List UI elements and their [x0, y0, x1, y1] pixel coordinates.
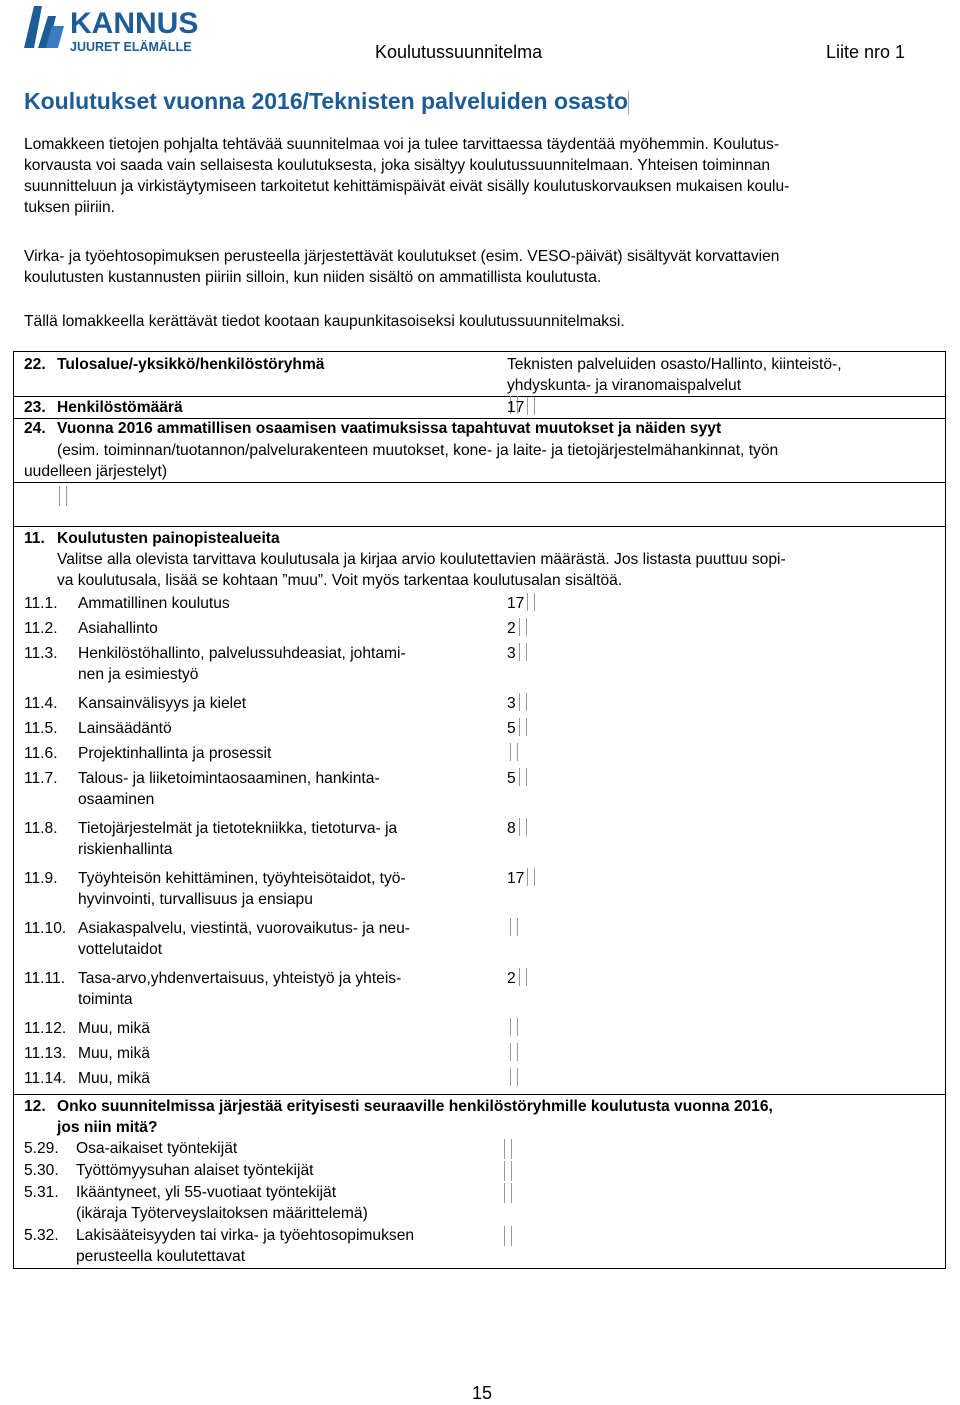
training-area-number: 11.4. — [24, 695, 58, 712]
training-area-count-field[interactable] — [502, 1068, 518, 1089]
training-area-label-cont: osaaminen — [78, 791, 155, 808]
q23-label: Henkilöstömäärä — [57, 399, 183, 416]
q11-description-line-1: Valitse alla olevista tarvittava koulutusala ja kirjaa arvio koulutettavien määrästä. Jos listasta puuttuu sopi- — [57, 551, 786, 568]
q24-number: 24. — [24, 420, 46, 437]
training-area-number: 11.8. — [24, 820, 58, 837]
q23-number: 23. — [24, 399, 46, 416]
target-group-label: Työttömyysuhan alaiset työntekijät — [76, 1162, 314, 1179]
q23-value-field[interactable]: 17 — [502, 397, 535, 418]
q22-label: Tulosalue/-yksikkö/henkilöstöryhmä — [57, 356, 325, 373]
training-area-label: Henkilöstöhallinto, palvelussuhdeasiat, johtami- — [78, 645, 406, 662]
training-area-label: Tietojärjestelmät ja tietotekniikka, tietoturva- ja — [78, 820, 398, 837]
training-area-label: Lainsäädäntö — [78, 720, 172, 737]
q11-number: 11. — [24, 530, 45, 547]
target-group-label: Ikääntyneet, yli 55-vuotiaat työntekijät — [76, 1184, 337, 1201]
target-group-label-cont: perusteella koulutettavat — [76, 1248, 246, 1265]
target-group-number: 5.30. — [24, 1162, 59, 1179]
training-area-number: 11.1. — [24, 595, 58, 612]
training-area-label: Työyhteisön kehittäminen, työyhteisötaidot, työ- — [78, 870, 406, 887]
training-area-count-field[interactable] — [502, 1043, 518, 1064]
training-area-number: 11.10. — [24, 920, 67, 937]
training-area-count-field[interactable]: 2 — [502, 618, 527, 639]
training-area-number: 11.6. — [24, 745, 58, 762]
training-area-number: 11.11. — [24, 970, 66, 987]
q24-description-line-2: uudelleen järjestelyt) — [24, 463, 168, 480]
logo-wordmark: KANNUS — [70, 7, 199, 40]
divider — [13, 1094, 945, 1095]
training-area-count-field[interactable]: 3 — [502, 693, 527, 714]
target-group-answer-field[interactable] — [504, 1161, 512, 1181]
intro-paragraph-2: Virka- ja työehtosopimuksen perusteella järjestettävät koulutukset (esim. VESO-päivät) sisältyvät korvattavien koulutusten kustannusten piiriin silloin, kun niiden sisältö on ammatillista koulutusta. — [24, 248, 780, 286]
target-group-number: 5.29. — [24, 1140, 59, 1157]
training-area-label-cont: toiminta — [78, 991, 133, 1008]
training-area-number: 11.13. — [24, 1045, 67, 1062]
q24-label: Vuonna 2016 ammatillisen osaamisen vaatimuksissa tapahtuvat muutokset ja näiden syyt — [57, 420, 722, 437]
target-group-label-cont: (ikäraja Työterveyslaitoksen määrittelemä) — [76, 1205, 368, 1222]
training-area-count-field[interactable] — [502, 918, 518, 939]
q22-value-field[interactable]: Teknisten palveluiden osasto/Hallinto, kiinteistö-, yhdyskunta- ja viranomaispalvelut — [502, 354, 927, 417]
training-area-label: Asiahallinto — [78, 620, 158, 637]
logo-tagline: JUURET ELÄMÄLLE — [70, 40, 192, 54]
training-area-label: Muu, mikä — [78, 1070, 150, 1087]
target-group-label: Lakisääteisyyden tai virka- ja työehtosopimuksen — [76, 1227, 415, 1244]
training-area-count-field[interactable] — [502, 743, 518, 764]
kannus-logo — [24, 2, 204, 58]
training-area-label: Projektinhallinta ja prosessit — [78, 745, 272, 762]
q24-answer-field[interactable] — [59, 486, 67, 506]
q11-description-line-2: va koulutusala, lisää se kohtaan ”muu”. Voit myös tarkentaa koulutusalan sisältöä. — [57, 572, 623, 589]
training-area-label: Muu, mikä — [78, 1020, 150, 1037]
training-area-number: 11.14. — [24, 1070, 67, 1087]
training-area-number: 11.9. — [24, 870, 58, 887]
target-group-number: 5.31. — [24, 1184, 59, 1201]
training-area-count-field[interactable]: 5 — [502, 768, 527, 789]
page-title: Koulutukset vuonna 2016/Teknisten palveluiden osasto — [24, 88, 632, 115]
training-area-label: Talous- ja liiketoimintaosaaminen, hankinta- — [78, 770, 380, 787]
training-area-number: 11.7. — [24, 770, 58, 787]
training-area-number: 11.5. — [24, 720, 58, 737]
divider — [13, 526, 945, 527]
q12-label-line-1: Onko suunnitelmissa järjestää erityisesti seuraaville henkilöstöryhmille koulutusta vuonna 2016, — [57, 1098, 773, 1115]
header-document-title: Koulutussuunnitelma — [375, 42, 543, 62]
training-area-label-cont: hyvinvointi, turvallisuus ja ensiapu — [78, 891, 313, 908]
training-area-label-cont: riskienhallinta — [78, 841, 173, 858]
training-area-count-field[interactable] — [502, 1018, 518, 1039]
q11-label: Koulutusten painopistealueita — [57, 530, 280, 547]
training-area-number: 11.2. — [24, 620, 58, 637]
intro-paragraph-3: Tällä lomakkeella kerättävät tiedot kootaan kaupunkitasoiseksi koulutussuunnitelmaksi. — [24, 313, 625, 330]
divider — [13, 482, 945, 483]
target-group-answer-field[interactable] — [504, 1183, 512, 1203]
training-area-label-cont: vottelutaidot — [78, 941, 163, 958]
page-number: 15 — [472, 1383, 493, 1403]
intro-paragraph-1: Lomakkeen tietojen pohjalta tehtävää suunnitelmaa voi ja tulee tarvittaessa täydentää myöhemmin. Koulutus- korvausta voi saada vain sellaisesta koulutuksesta, joka sisältyy koulutussuunnitelmaan. Yhteisen toiminnan suunnitteluun ja virkistäytymiseen tarkoitetut kehittämispäivät eivät sisälly koulutuskorvauksen mukaisen koulu- tuksen piiriin. — [24, 136, 790, 216]
q12-label-line-2: jos niin mitä? — [57, 1119, 158, 1136]
target-group-number: 5.32. — [24, 1227, 59, 1244]
training-area-label: Asiakaspalvelu, viestintä, vuorovaikutus- ja neu- — [78, 920, 410, 937]
training-area-count-field[interactable]: 17 — [502, 593, 535, 614]
training-area-label: Muu, mikä — [78, 1045, 150, 1062]
training-area-count-field[interactable]: 17 — [502, 868, 535, 889]
q22-number: 22. — [24, 356, 46, 373]
training-area-count-field[interactable]: 8 — [502, 818, 527, 839]
header-attachment-number: Liite nro 1 — [826, 42, 906, 62]
training-area-count-field[interactable]: 5 — [502, 718, 527, 739]
training-area-label-cont: nen ja esimiestyö — [78, 666, 199, 683]
target-group-answer-field[interactable] — [504, 1139, 512, 1159]
q12-number: 12. — [24, 1098, 46, 1115]
training-area-count-field[interactable]: 2 — [502, 968, 527, 989]
training-area-label: Ammatillinen koulutus — [78, 595, 230, 612]
training-area-number: 11.12. — [24, 1020, 67, 1037]
training-area-number: 11.3. — [24, 645, 58, 662]
training-area-label: Kansainvälisyys ja kielet — [78, 695, 247, 712]
training-area-label: Tasa-arvo,yhdenvertaisuus, yhteistyö ja yhteis- — [78, 970, 402, 987]
training-area-count-field[interactable]: 3 — [502, 643, 527, 664]
target-group-answer-field[interactable] — [504, 1226, 512, 1246]
target-group-label: Osa-aikaiset työntekijät — [76, 1140, 238, 1157]
q24-description-line-1: (esim. toiminnan/tuotannon/palvelurakenteen muutokset, kone- ja laite- ja tietojärjestelmähankinnat, työn — [57, 442, 779, 459]
